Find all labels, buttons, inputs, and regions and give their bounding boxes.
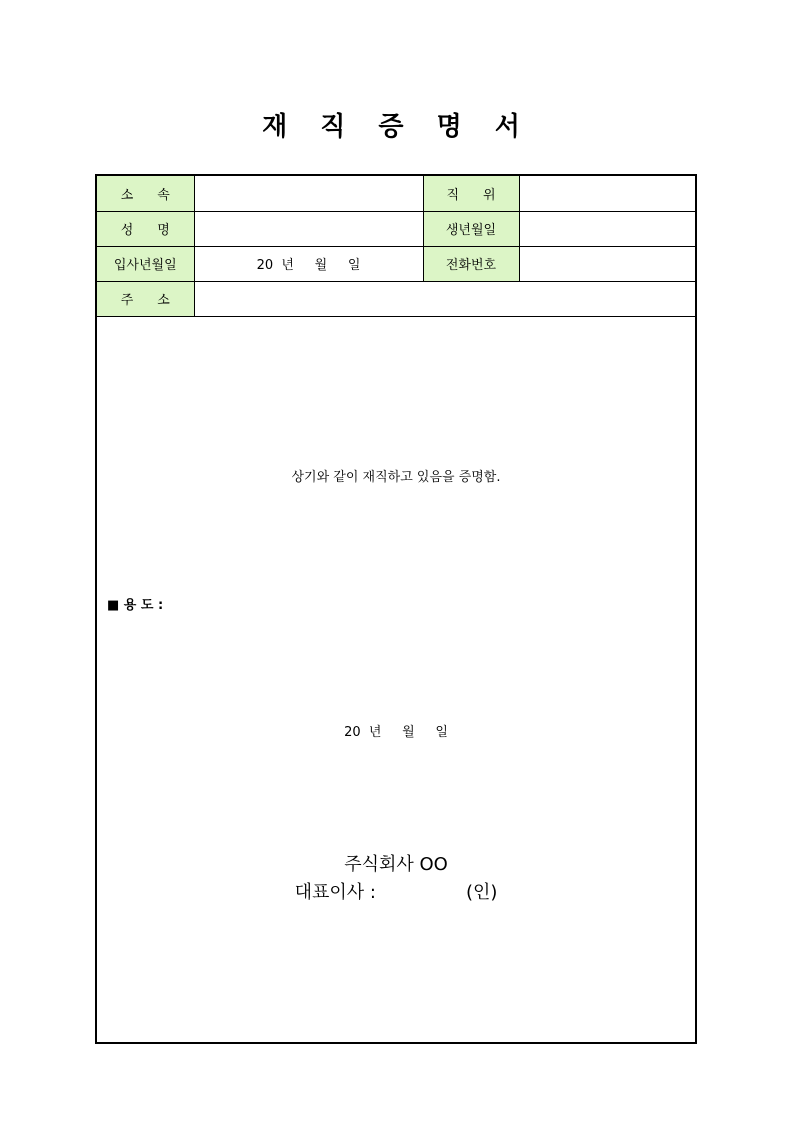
birthdate-label: 생년월일 bbox=[423, 211, 519, 246]
label-char: 속 bbox=[157, 187, 170, 203]
statement-text: 상기와 같이 재직하고 있음을 증명함. bbox=[291, 470, 501, 485]
issue-date: 20 년 월 일 bbox=[344, 725, 448, 740]
address-value[interactable] bbox=[194, 281, 695, 316]
ceo-label: 대표이사 : bbox=[294, 882, 376, 903]
affiliation-label bbox=[97, 176, 194, 211]
name-value[interactable] bbox=[194, 211, 423, 246]
seal-mark: (인) bbox=[465, 882, 498, 903]
certificate-frame bbox=[95, 174, 697, 1044]
affiliation-value[interactable] bbox=[194, 176, 423, 211]
phone-label: 전화번호 bbox=[423, 246, 519, 281]
table-row bbox=[97, 281, 695, 316]
table-row bbox=[97, 176, 695, 211]
usage-label: ■ 용 도 : bbox=[107, 598, 164, 613]
label-char: 성 bbox=[120, 223, 134, 238]
table-row bbox=[97, 246, 695, 281]
join-date-label: 입사년월일 bbox=[97, 246, 194, 281]
label-char: 직 bbox=[446, 187, 459, 203]
table-row bbox=[97, 211, 695, 246]
name-label bbox=[97, 211, 194, 246]
label-char: 명 bbox=[157, 223, 170, 238]
label-char: 위 bbox=[483, 187, 496, 203]
info-table bbox=[97, 176, 695, 317]
position-label bbox=[423, 176, 519, 211]
ceo-line bbox=[97, 878, 695, 904]
phone-value[interactable] bbox=[519, 246, 695, 281]
address-label bbox=[97, 281, 194, 316]
label-char: 소 bbox=[120, 187, 134, 203]
birthdate-value[interactable] bbox=[519, 211, 695, 246]
company-name: 주식회사 OO bbox=[344, 854, 448, 875]
join-date-value[interactable]: 20 년 월 일 bbox=[194, 246, 423, 281]
label-char: 주 bbox=[120, 293, 134, 308]
position-value[interactable] bbox=[519, 176, 695, 211]
document-title: 재 직 증 명 서 bbox=[262, 112, 532, 142]
label-char: 소 bbox=[157, 293, 170, 308]
